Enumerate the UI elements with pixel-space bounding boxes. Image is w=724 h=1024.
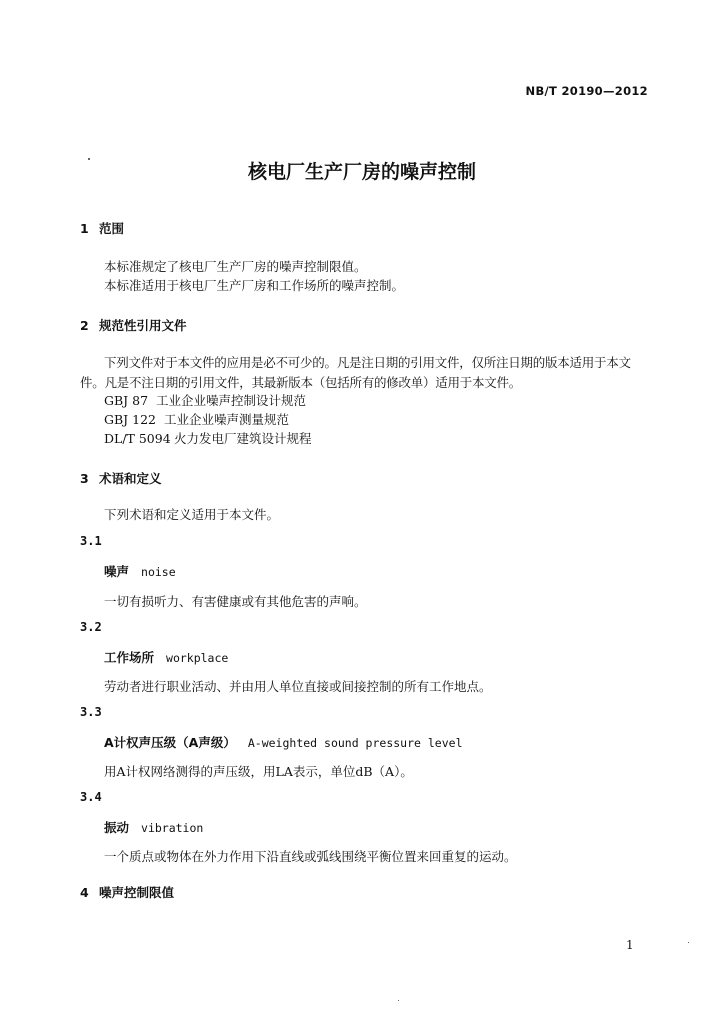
paragraph-line: 下列文件对于本文件的应用是必不可少的。凡是注日期的引用文件，仅所注日期的版本适用于本文 <box>104 355 631 370</box>
paragraph: 本标准适用于核电厂生产厂房和工作场所的噪声控制。 <box>104 278 405 293</box>
term-english: workplace <box>166 651 229 665</box>
section-title: 术语和定义 <box>99 471 162 486</box>
section-2-heading <box>80 316 187 334</box>
subsection-number: 3.3 <box>80 705 102 719</box>
section-number: 2 <box>80 318 89 333</box>
term-chinese: 噪声 <box>104 564 130 579</box>
section-3-heading <box>80 469 162 487</box>
reference-code: DL/T 5094 <box>104 431 171 446</box>
term <box>104 562 176 580</box>
document-title: 核电厂生产厂房的噪声控制 <box>247 161 476 183</box>
term <box>104 818 203 836</box>
subsection-number: 3.4 <box>80 790 102 804</box>
term-english: vibration <box>141 821 204 835</box>
reference-title: 工业企业噪声测量规范 <box>164 412 290 427</box>
paragraph: 本标准规定了核电厂生产厂房的噪声控制限值。 <box>104 259 367 274</box>
term-definition: 劳动者进行职业活动、并由用人单位直接或间接控制的所有工作地点。 <box>104 679 492 694</box>
scan-speck <box>688 942 689 943</box>
term <box>104 648 228 666</box>
reference-code: GBJ 122 <box>104 412 157 427</box>
section-4-heading <box>80 883 174 901</box>
scan-speck <box>398 1000 399 1001</box>
paragraph: 下列术语和定义适用于本文件。 <box>104 507 280 522</box>
section-number: 3 <box>80 471 89 486</box>
reference-code: GBJ 87 <box>104 393 149 408</box>
paragraph-line: 件。凡是不注日期的引用文件，其最新版本（包括所有的修改单）适用于本文件。 <box>80 375 522 390</box>
term <box>104 733 463 751</box>
section-title: 噪声控制限值 <box>99 885 175 900</box>
reference-title: 工业企业噪声控制设计规范 <box>156 393 307 408</box>
section-title: 规范性引用文件 <box>99 318 187 333</box>
reference-title: 火力发电厂建筑设计规程 <box>174 431 312 446</box>
section-number: 1 <box>80 221 89 236</box>
section-title: 范围 <box>99 221 125 236</box>
reference-item <box>104 410 289 428</box>
term-definition: 一切有损听力、有害健康或有其他危害的声响。 <box>104 594 367 609</box>
term-chinese: 振动 <box>104 820 130 835</box>
term-english: A-weighted sound pressure level <box>247 736 463 750</box>
section-number: 4 <box>80 885 89 900</box>
section-1-heading <box>80 219 124 237</box>
term-chinese: A计权声压级（A声级） <box>104 735 236 750</box>
reference-item <box>104 429 312 447</box>
term-definition: 用A计权网络测得的声压级，用LA表示，单位dB（A）。 <box>104 764 413 779</box>
standard-number: NB/T 20190—2012 <box>525 84 648 98</box>
term-english: noise <box>141 565 176 579</box>
term-definition: 一个质点或物体在外力作用下沿直线或弧线围绕平衡位置来回重复的运动。 <box>104 849 517 864</box>
subsection-number: 3.2 <box>80 620 102 634</box>
term-chinese: 工作场所 <box>104 650 155 665</box>
page-number: 1 <box>626 938 634 952</box>
reference-item <box>104 391 306 409</box>
subsection-number: 3.1 <box>80 534 102 548</box>
